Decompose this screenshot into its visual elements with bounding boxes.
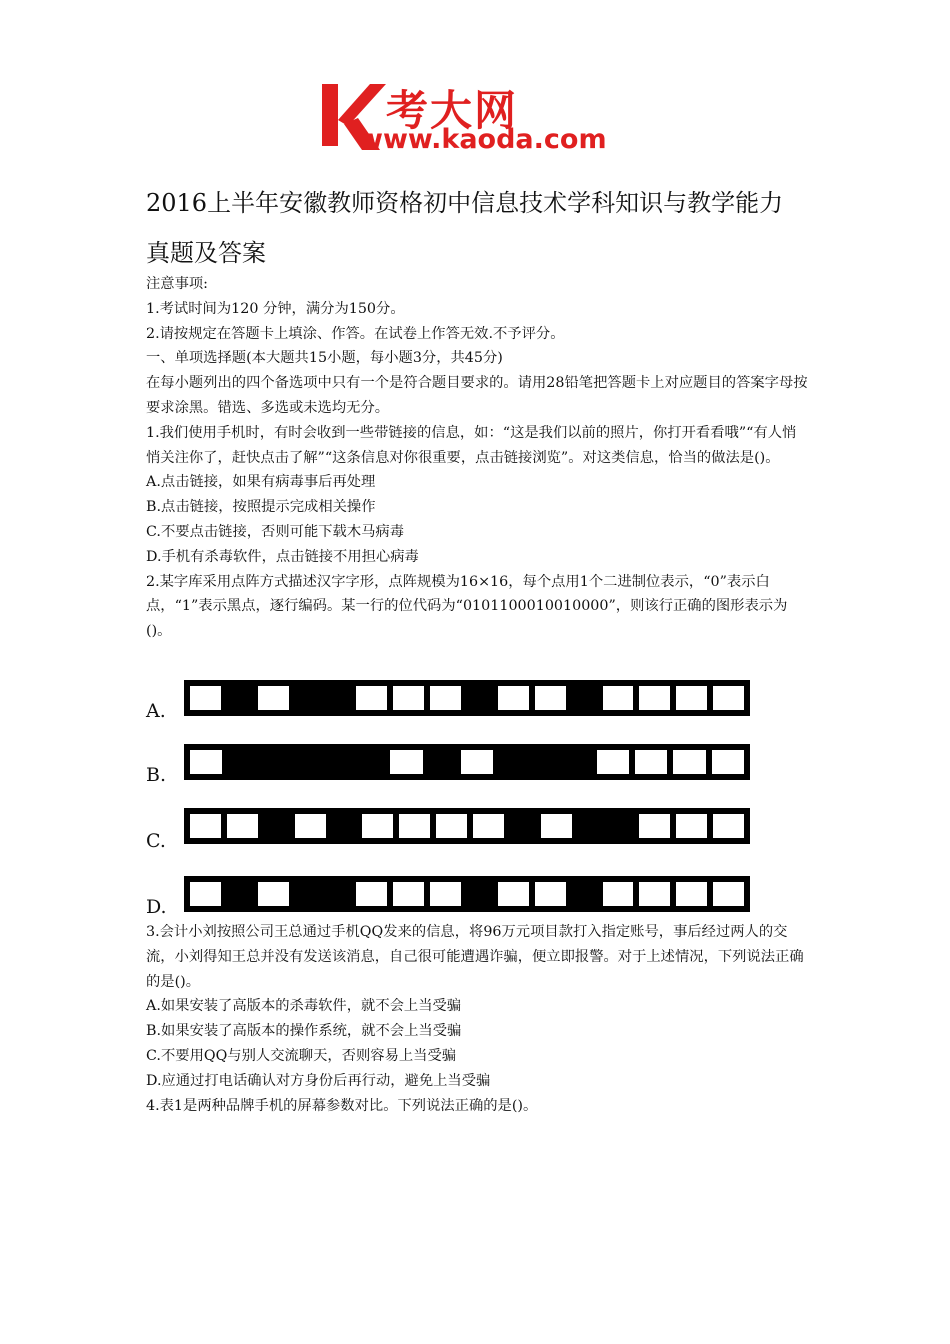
notice-item: 2.请按规定在答题卡上填涂、作答。在试卷上作答无效.不予评分。 <box>146 325 565 342</box>
section-heading: 一、单项选择题(本大题共15小题，每小题3分，共45分) <box>146 350 503 367</box>
white-dot-cell <box>637 880 672 908</box>
black-dot-cell <box>329 811 360 841</box>
section-instruction: 在每小题列出的四个备选项中只有一个是符合题目要求的。请用28铅笔把答题卡上对应题目的答案字母按要求涂黑。错选、多选或未选均无分。 <box>146 375 808 416</box>
white-dot-cell <box>471 812 506 840</box>
question-3-option-a: A.如果安装了高版本的杀毒软件，就不会上当受骗 <box>146 998 462 1015</box>
question-1-option-b: B.点击链接，按照提示完成相关操作 <box>146 499 376 516</box>
white-dot-cell <box>496 880 531 908</box>
document-body-bottom <box>146 920 810 1118</box>
black-dot-cell <box>290 747 322 777</box>
bit-row-c <box>184 808 750 844</box>
document-title: 2016上半年安徽教师资格初中信息技术学科知识与教学能力真题及答案 <box>146 189 784 267</box>
black-dot-cell <box>258 747 290 777</box>
white-dot-cell <box>188 812 223 840</box>
white-dot-cell <box>674 684 709 712</box>
white-dot-cell <box>671 748 707 776</box>
question-3-option-c: C.不要用QQ与别人交流聊天，否则容易上当受骗 <box>146 1047 457 1064</box>
black-dot-cell <box>496 747 528 777</box>
bit-row-a <box>184 680 750 716</box>
black-dot-cell <box>292 683 323 713</box>
white-dot-cell <box>256 684 291 712</box>
notice-item: 1.考试时间为120 分钟，满分为150分。 <box>146 300 405 317</box>
white-dot-cell <box>391 684 426 712</box>
white-dot-cell <box>360 812 395 840</box>
kaoda-logo <box>318 80 648 160</box>
white-dot-cell <box>633 748 669 776</box>
bit-row-b <box>184 744 750 780</box>
figure-option-label: C. <box>146 830 166 852</box>
bit-pattern-figure <box>146 676 756 920</box>
notice-heading: 注意事项: <box>146 276 209 292</box>
white-dot-cell <box>595 748 631 776</box>
white-dot-cell <box>533 880 568 908</box>
white-dot-cell <box>354 684 389 712</box>
white-dot-cell <box>539 812 574 840</box>
white-dot-cell <box>388 748 424 776</box>
black-dot-cell <box>224 879 255 909</box>
question-2-stem: 2.某字库采用点阵方式描述汉字字形，点阵规模为16×16，每个点用1个二进制位表示，“0”表示白点，“1”表示黑点，逐行编码。某一行的位代码为“0101100010010000”，则该行正确的图形表示为()。 <box>146 573 788 640</box>
white-dot-cell <box>293 812 328 840</box>
figure-option-label: A. <box>146 700 166 722</box>
question-4-stem: 4.表1是两种品牌手机的屏幕参数对比。下列说法正确的是()。 <box>146 1097 538 1114</box>
white-dot-cell <box>188 880 223 908</box>
black-dot-cell <box>575 811 606 841</box>
white-dot-cell <box>601 880 636 908</box>
bit-row-d <box>184 876 750 912</box>
white-dot-cell <box>225 812 260 840</box>
white-dot-cell <box>533 684 568 712</box>
black-dot-cell <box>507 811 538 841</box>
black-dot-cell <box>569 683 600 713</box>
black-dot-cell <box>561 747 593 777</box>
question-1-option-a: A.点击链接，如果有病毒事后再处理 <box>146 474 376 491</box>
black-dot-cell <box>292 879 323 909</box>
question-1-option-c: C.不要点击链接，否则可能下载木马病毒 <box>146 523 405 540</box>
question-1-option-d: D.手机有杀毒软件，点击链接不用担心病毒 <box>146 548 419 565</box>
logo-cn-text: 考大网 <box>386 86 519 135</box>
black-dot-cell <box>323 683 354 713</box>
white-dot-cell <box>674 812 709 840</box>
white-dot-cell <box>711 812 746 840</box>
black-dot-cell <box>224 683 255 713</box>
question-3-option-b: B.如果安装了高版本的操作系统，就不会上当受骗 <box>146 1023 462 1040</box>
question-1-stem: 1.我们使用手机时，有时会收到一些带链接的信息，如：“这是我们以前的照片，你打开看看哦”“有人悄悄关注你了，赶快点击了解”“这条信息对你很重要，点击链接浏览”。对这类信息，恰当的做法是()。 <box>146 424 797 466</box>
white-dot-cell <box>711 880 746 908</box>
white-dot-cell <box>601 684 636 712</box>
black-dot-cell <box>426 747 458 777</box>
white-dot-cell <box>434 812 469 840</box>
black-dot-cell <box>606 811 637 841</box>
white-dot-cell <box>710 748 746 776</box>
figure-option-label: B. <box>146 764 167 786</box>
white-dot-cell <box>459 748 495 776</box>
white-dot-cell <box>428 880 463 908</box>
white-dot-cell <box>188 684 223 712</box>
question-3-option-d: D.应通过打电话确认对方身份后再行动，避免上当受骗 <box>146 1072 491 1089</box>
white-dot-cell <box>637 812 672 840</box>
white-dot-cell <box>354 880 389 908</box>
black-dot-cell <box>261 811 292 841</box>
black-dot-cell <box>323 747 355 777</box>
black-dot-cell <box>464 683 495 713</box>
black-dot-cell <box>323 879 354 909</box>
black-dot-cell <box>569 879 600 909</box>
question-3-stem: 3.会计小刘按照公司王总通过手机QQ发来的信息，将96万元项目款打入指定账号，事后经过两人的交流，小刘得知王总并没有发送该消息，自己很可能遭遇诈骗，便立即报警。对于上述情况，下列说法正确的是()。 <box>146 924 804 990</box>
black-dot-cell <box>225 747 257 777</box>
white-dot-cell <box>256 880 291 908</box>
white-dot-cell <box>397 812 432 840</box>
white-dot-cell <box>188 748 224 776</box>
white-dot-cell <box>391 880 426 908</box>
black-dot-cell <box>464 879 495 909</box>
document-body-top <box>146 272 810 644</box>
black-dot-cell <box>529 747 561 777</box>
white-dot-cell <box>428 684 463 712</box>
figure-option-label: D. <box>146 896 167 918</box>
white-dot-cell <box>711 684 746 712</box>
logo-url-text: www.kaoda.com <box>358 124 607 155</box>
white-dot-cell <box>674 880 709 908</box>
black-dot-cell <box>355 747 387 777</box>
white-dot-cell <box>637 684 672 712</box>
white-dot-cell <box>496 684 531 712</box>
